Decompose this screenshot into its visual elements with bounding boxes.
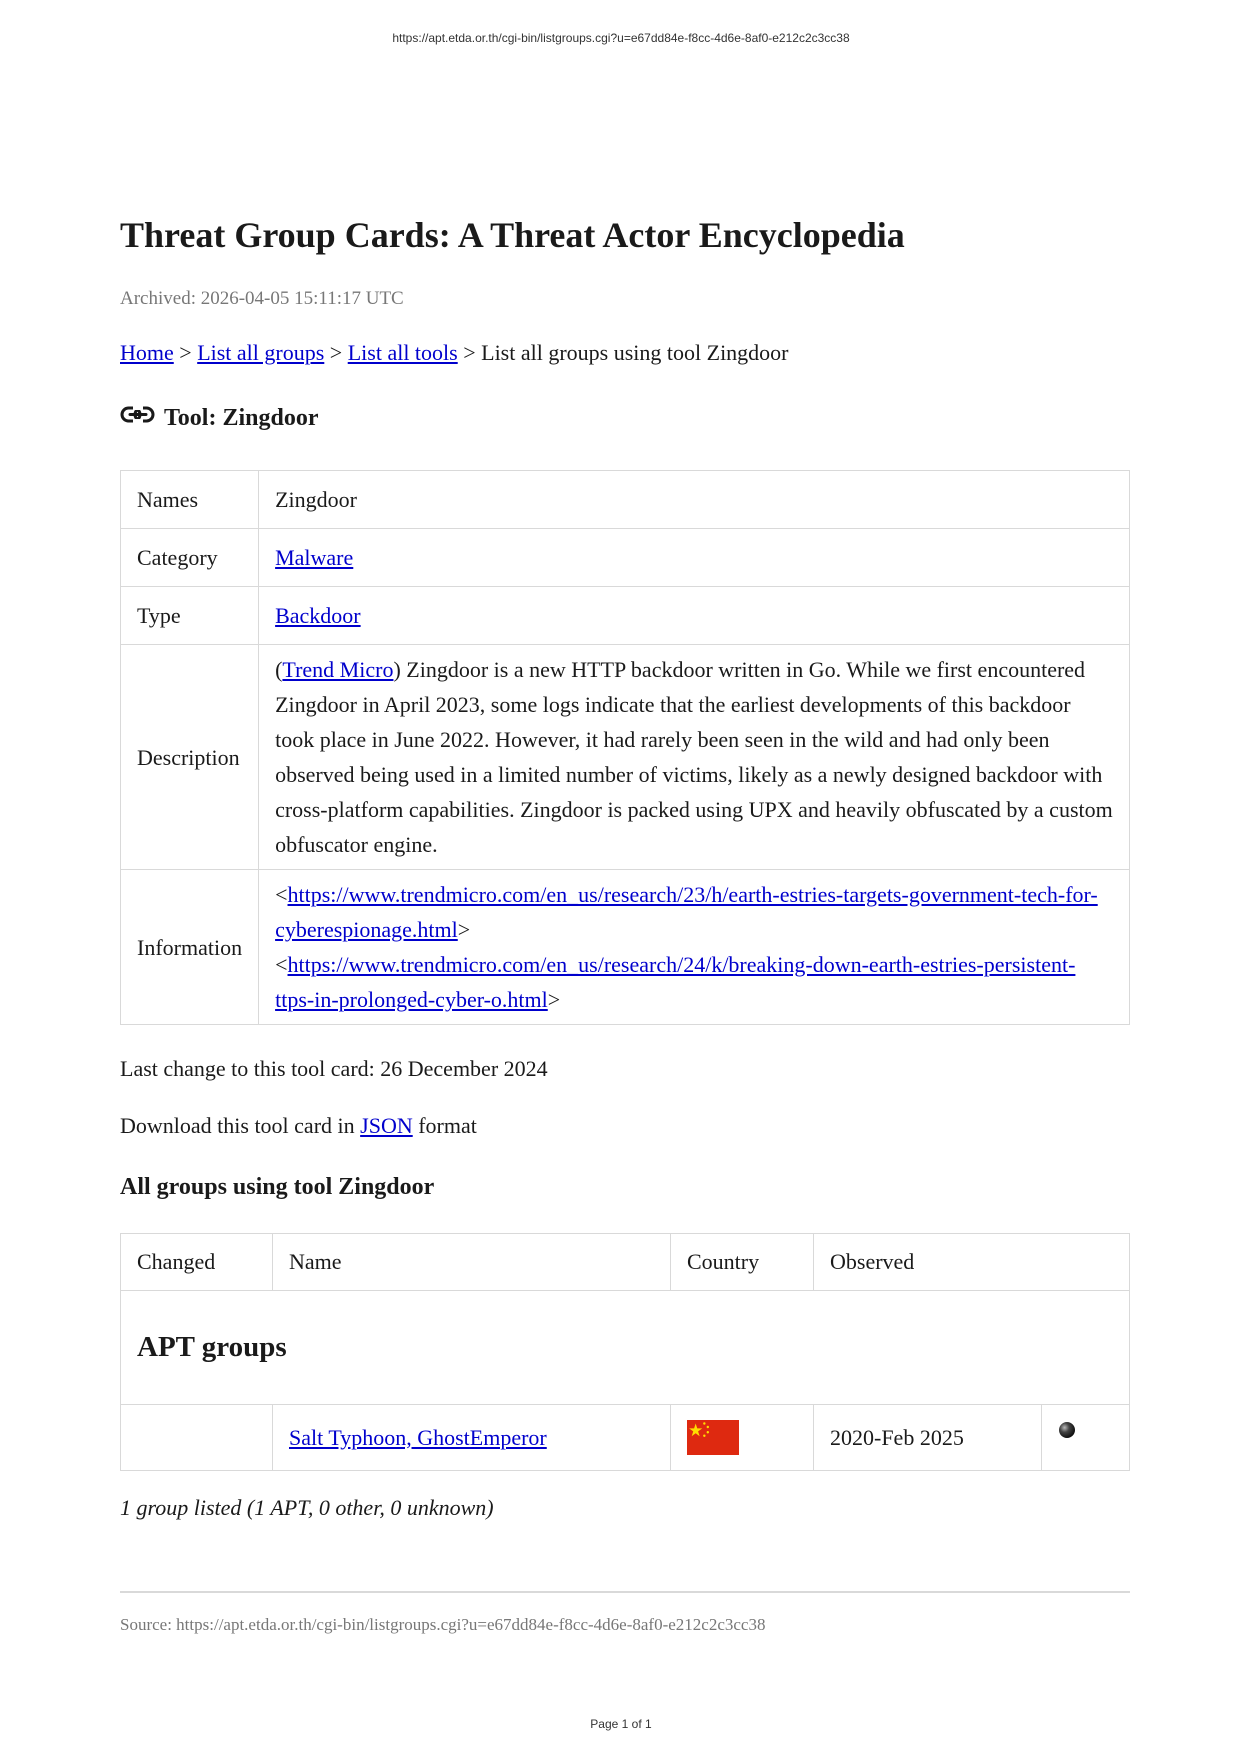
breadcrumb-list-tools-link[interactable]: List all tools <box>347 340 458 365</box>
tool-row-category <box>121 529 1130 587</box>
last-change-text: Last change to this tool card: 26 December 2024 <box>120 1056 548 1081</box>
link-icon <box>120 404 156 426</box>
page-number: Page 1 of 1 <box>590 1717 652 1731</box>
status-cell <box>1042 1405 1130 1471</box>
column-header-country: Country <box>671 1234 814 1291</box>
table-row <box>121 1405 1130 1471</box>
description-text: ) Zingdoor is a new HTTP backdoor written in Go. While we first encountered Zingdoor in April 2023, some logs indicate that the earliest developments of this backdoor took place in June 2022. However, it had rarely been seen in the wild and had only been observed being used in a limited number of victims, likely as a newly designed backdoor with cross-platform capabilities. Zingdoor is packed using UPX and heavily obfuscated by a custom obfuscator engine. <box>275 657 1113 857</box>
name-cell <box>273 1405 671 1471</box>
china-flag-icon <box>687 1420 739 1455</box>
changed-cell <box>121 1405 273 1471</box>
tool-heading-text: Tool: Zingdoor <box>164 405 319 431</box>
breadcrumb-current: > List all groups using tool Zingdoor <box>457 340 789 365</box>
section-header-row <box>121 1291 1130 1405</box>
download-line <box>120 1113 477 1139</box>
info-bracket-open: < <box>275 882 288 907</box>
observed-cell: 2020-Feb 2025 <box>814 1405 1042 1471</box>
column-header-changed: Changed <box>121 1234 273 1291</box>
groups-header-row <box>121 1234 1130 1291</box>
column-header-observed: Observed <box>814 1234 1130 1291</box>
download-prefix: Download this tool card in <box>120 1113 361 1138</box>
tool-row-names <box>121 471 1130 529</box>
category-cell <box>259 529 1130 587</box>
group-name-link[interactable]: Salt Typhoon, GhostEmperor <box>289 1424 547 1450</box>
source-url: Source: https://apt.etda.or.th/cgi-bin/listgroups.cgi?u=e67dd84e-f8cc-4d6e-8af0-e212c2c3cc38 <box>120 1615 766 1634</box>
archived-timestamp: Archived: 2026-04-05 15:11:17 UTC <box>120 288 404 309</box>
category-link[interactable]: Malware <box>275 545 354 570</box>
description-cell <box>259 645 1130 870</box>
page-title: Threat Group Cards: A Threat Actor Encyclopedia <box>120 215 905 255</box>
info-bracket-open: < <box>275 952 288 977</box>
info-bracket-close: > <box>547 987 561 1012</box>
information-label: Information <box>121 870 259 1025</box>
breadcrumb-list-groups-link[interactable]: List all groups <box>197 340 325 365</box>
description-label: Description <box>121 645 259 870</box>
divider <box>120 1591 1130 1593</box>
breadcrumb <box>120 340 789 366</box>
section-title-apt: APT groups <box>121 1291 1130 1405</box>
information-cell <box>259 870 1130 1025</box>
breadcrumb-separator: > <box>324 340 348 365</box>
tool-row-information <box>121 870 1130 1025</box>
status-dot-icon <box>1058 1421 1076 1439</box>
names-label: Names <box>121 471 259 529</box>
description-open-paren: ( <box>275 657 283 682</box>
country-cell <box>671 1405 814 1471</box>
tool-row-description <box>121 645 1130 870</box>
description-source-link[interactable]: Trend Micro <box>282 657 394 682</box>
print-header-url: https://apt.etda.or.th/cgi-bin/listgroups.cgi?u=e67dd84e-f8cc-4d6e-8af0-e212c2c3cc38 <box>392 31 850 45</box>
tool-card-table <box>120 470 1130 1025</box>
download-suffix: format <box>412 1113 477 1138</box>
groups-summary: 1 group listed (1 APT, 0 other, 0 unknown) <box>120 1495 494 1520</box>
category-label: Category <box>121 529 259 587</box>
names-value: Zingdoor <box>259 471 1130 529</box>
information-link-1[interactable]: https://www.trendmicro.com/en_us/research/23/h/earth-estries-targets-government-tech-for-cyberespionage.html <box>275 882 1098 942</box>
type-link[interactable]: Backdoor <box>275 603 361 628</box>
column-header-name: Name <box>273 1234 671 1291</box>
type-label: Type <box>121 587 259 645</box>
download-json-link[interactable]: JSON <box>360 1113 413 1138</box>
tool-row-type <box>121 587 1130 645</box>
groups-table <box>120 1233 1130 1471</box>
breadcrumb-home-link[interactable]: Home <box>120 340 174 365</box>
type-cell <box>259 587 1130 645</box>
info-bracket-close: > <box>457 917 471 942</box>
groups-heading: All groups using tool Zingdoor <box>120 1174 435 1200</box>
tool-heading <box>120 404 319 432</box>
breadcrumb-separator: > <box>173 340 198 365</box>
information-link-2[interactable]: https://www.trendmicro.com/en_us/research/24/k/breaking-down-earth-estries-persistent-ttps-in-prolonged-cyber-o.html <box>275 952 1076 1012</box>
